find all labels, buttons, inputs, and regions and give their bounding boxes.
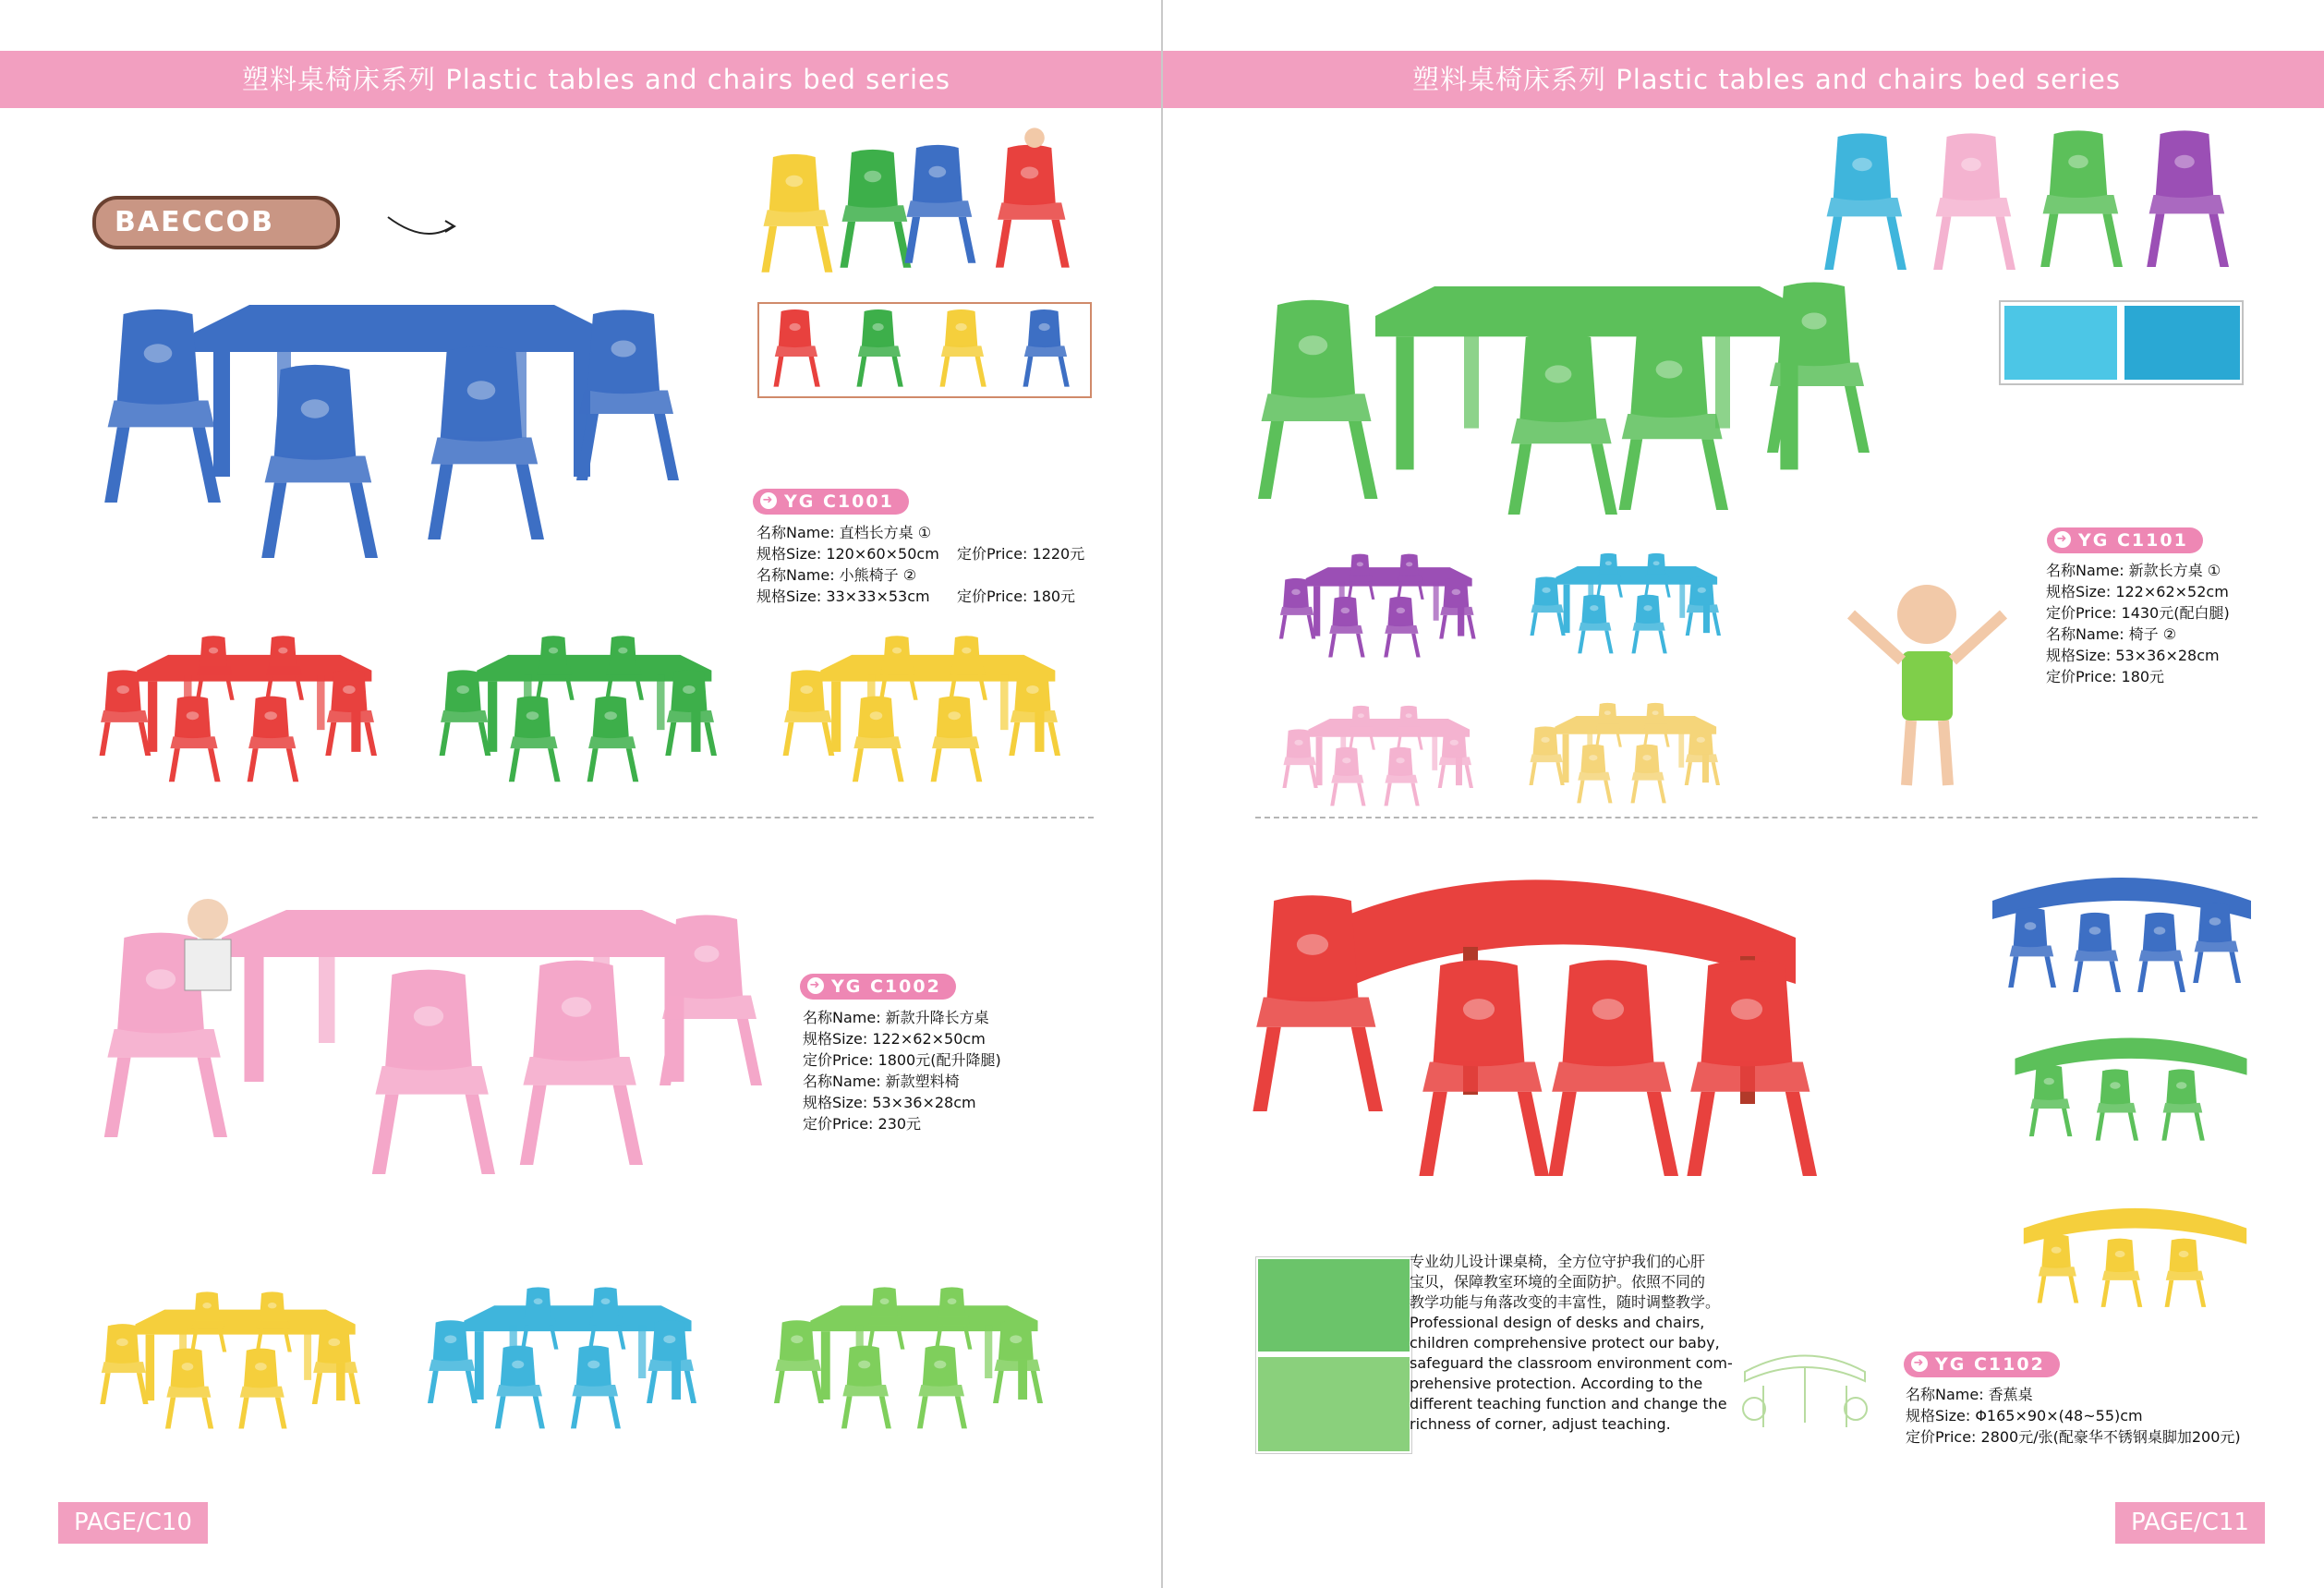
chair-detail-2 bbox=[2124, 306, 2240, 380]
banana-table-line-drawing bbox=[1736, 1344, 1874, 1436]
product-code-c1001: YG C1001 bbox=[784, 491, 894, 512]
spec-c1101 bbox=[2046, 560, 2230, 687]
left-page bbox=[0, 0, 1161, 1588]
spec-c1001 bbox=[757, 522, 1089, 607]
spec-c1102 bbox=[1906, 1384, 2241, 1448]
thumb-green-chair bbox=[853, 311, 909, 390]
product-code-c1102: YG C1102 bbox=[1935, 1354, 2045, 1375]
spec-name2: 名称Name: 小熊椅子 ② bbox=[757, 566, 917, 584]
bear-chair-yellow-image bbox=[757, 157, 841, 277]
page-number-right: PAGE/C11 bbox=[2115, 1502, 2265, 1544]
thumb-blue-chair bbox=[1020, 311, 1075, 390]
yellow-table-set-image bbox=[785, 637, 1099, 785]
chair-detail-1 bbox=[2004, 306, 2117, 380]
purple-table-set-image bbox=[1281, 554, 1503, 661]
product-code-badge-c1002 bbox=[800, 974, 956, 1000]
chair-thumbnail-strip bbox=[757, 302, 1092, 398]
section-divider-right bbox=[1255, 817, 2257, 818]
spec-size1-text: 规格Size: 120×60×50cm bbox=[757, 545, 939, 563]
page-banner-right bbox=[1163, 51, 2324, 108]
yellow-table-set-image-2 bbox=[1528, 704, 1749, 806]
spec-price2: 定价Price: 180元 bbox=[2046, 668, 2165, 685]
product-code-badge-c1001 bbox=[753, 489, 909, 515]
desc-cn-line2: 宝贝，保障教室环境的全面防护。依照不同的 bbox=[1410, 1273, 1706, 1291]
red-banana-table-set-image bbox=[1260, 864, 1870, 1224]
chair-detail-thumbnails bbox=[1999, 300, 2244, 385]
spec-price1: 定价Price: 1800元(配升降腿) bbox=[803, 1051, 1001, 1069]
pink-lift-table-set-image bbox=[92, 882, 757, 1187]
desc-en-line2: children comprehensive protect our baby, bbox=[1410, 1334, 1720, 1352]
banner-title-right: 塑料桌椅床系列 Plastic tables and chairs bed series bbox=[1412, 64, 2121, 95]
section-divider-left bbox=[92, 817, 1094, 818]
spec-name2: 名称Name: 新款塑料椅 bbox=[803, 1073, 960, 1090]
spec-name1: 名称Name: 新款升降长方桌 bbox=[803, 1009, 989, 1026]
arrow-icon: ➜ bbox=[2054, 531, 2071, 548]
right-page bbox=[1163, 0, 2324, 1588]
desc-en-line1: Professional design of desks and chairs, bbox=[1410, 1314, 1705, 1331]
pink-table-set-image bbox=[1281, 707, 1503, 808]
green-white-leg-table-set-image bbox=[1255, 268, 1846, 536]
green-banana-table-set-image bbox=[2002, 1025, 2260, 1146]
logo-arrow-icon bbox=[388, 208, 462, 245]
product-code-badge-c1101 bbox=[2047, 527, 2203, 553]
desc-cn-line1: 专业幼儿设计课桌椅，全方位守护我们的心肝 bbox=[1410, 1253, 1706, 1270]
product-code-c1002: YG C1002 bbox=[831, 976, 941, 997]
chair-green-image bbox=[2038, 134, 2130, 273]
spec-size1: 规格Size: 122×62×52cm bbox=[2046, 583, 2229, 600]
detail-photo-2 bbox=[1258, 1357, 1410, 1451]
spec-name1: 名称Name: 直档长方桌 ① bbox=[757, 524, 932, 541]
blue-bear-table-set-image bbox=[102, 277, 674, 573]
desc-en-line6: richness of corner, adjust teaching. bbox=[1410, 1415, 1671, 1433]
spec-c1002 bbox=[803, 1007, 1001, 1134]
spec-price2: 定价Price: 180元 bbox=[957, 588, 1076, 605]
spec-price2: 定价Price: 230元 bbox=[803, 1115, 922, 1133]
spec-name1: 名称Name: 香蕉桌 bbox=[1906, 1386, 2033, 1403]
arrow-icon: ➜ bbox=[760, 492, 777, 509]
arrow-icon: ➜ bbox=[1911, 1355, 1928, 1372]
spec-size1: 规格Size: Φ165×90×(48~55)cm bbox=[1906, 1407, 2143, 1424]
spec-size1 bbox=[757, 543, 1089, 564]
green-table-set-image bbox=[442, 637, 756, 785]
product-code-c1101: YG C1101 bbox=[2078, 530, 2188, 551]
brand-logo: BAECCOB bbox=[92, 196, 340, 249]
page-number-left: PAGE/C10 bbox=[58, 1502, 208, 1544]
page-banner-left bbox=[0, 51, 1161, 108]
spec-size2: 规格Size: 53×36×28cm bbox=[2046, 647, 2220, 664]
chair-pink-image bbox=[1931, 137, 2023, 275]
chair-purple-image bbox=[2144, 134, 2236, 273]
arrow-icon: ➜ bbox=[807, 977, 824, 994]
product-description bbox=[1410, 1252, 1733, 1435]
desc-en-line4: prehensive protection. According to the bbox=[1410, 1375, 1703, 1392]
spec-price1: 定价Price: 1430元(配白腿) bbox=[2046, 604, 2230, 622]
detail-photo-1 bbox=[1258, 1259, 1410, 1352]
cyan-table-set-image bbox=[1529, 554, 1750, 656]
spec-size2-text: 规格Size: 33×33×53cm bbox=[757, 588, 930, 605]
spec-name1: 名称Name: 新款长方桌 ① bbox=[2046, 562, 2221, 579]
bear-chair-blue-image bbox=[901, 148, 984, 268]
desc-cn-line3: 教学功能与角落改变的丰富性，随时调整教学。 bbox=[1410, 1293, 1721, 1311]
desc-en-line3: safeguard the classroom environment com- bbox=[1410, 1354, 1733, 1372]
yellow-lift-table-set-image bbox=[102, 1293, 397, 1432]
spec-price1: 定价Price: 1220元 bbox=[957, 545, 1085, 563]
thumb-yellow-chair bbox=[937, 311, 992, 390]
spec-size2 bbox=[757, 586, 1089, 607]
child-photo-image bbox=[1842, 577, 2013, 799]
thumb-red-chair bbox=[770, 311, 826, 390]
chair-cyan-image bbox=[1822, 137, 1914, 275]
cyan-lift-table-set-image bbox=[425, 1289, 739, 1432]
blue-banana-table-set-image bbox=[1983, 864, 2260, 998]
spec-name2: 名称Name: 椅子 ② bbox=[2046, 625, 2177, 643]
desc-en-line5: different teaching function and change the bbox=[1410, 1395, 1727, 1412]
spec-price1: 定价Price: 2800元/张(配豪华不锈钢桌脚加200元) bbox=[1906, 1428, 2241, 1446]
spec-size1: 规格Size: 122×62×50cm bbox=[803, 1030, 986, 1048]
spec-size2: 规格Size: 53×36×28cm bbox=[803, 1094, 976, 1111]
banner-title-left: 塑料桌椅床系列 Plastic tables and chairs bed series bbox=[242, 64, 950, 95]
green-lift-table-set-image bbox=[776, 1289, 1081, 1432]
product-code-badge-c1102 bbox=[1904, 1352, 2060, 1377]
yellow-banana-table-set-image bbox=[2003, 1196, 2267, 1312]
red-table-set-image bbox=[102, 637, 416, 785]
bear-chair-red-child-image bbox=[988, 148, 1081, 273]
banana-detail-photos bbox=[1255, 1256, 1412, 1454]
